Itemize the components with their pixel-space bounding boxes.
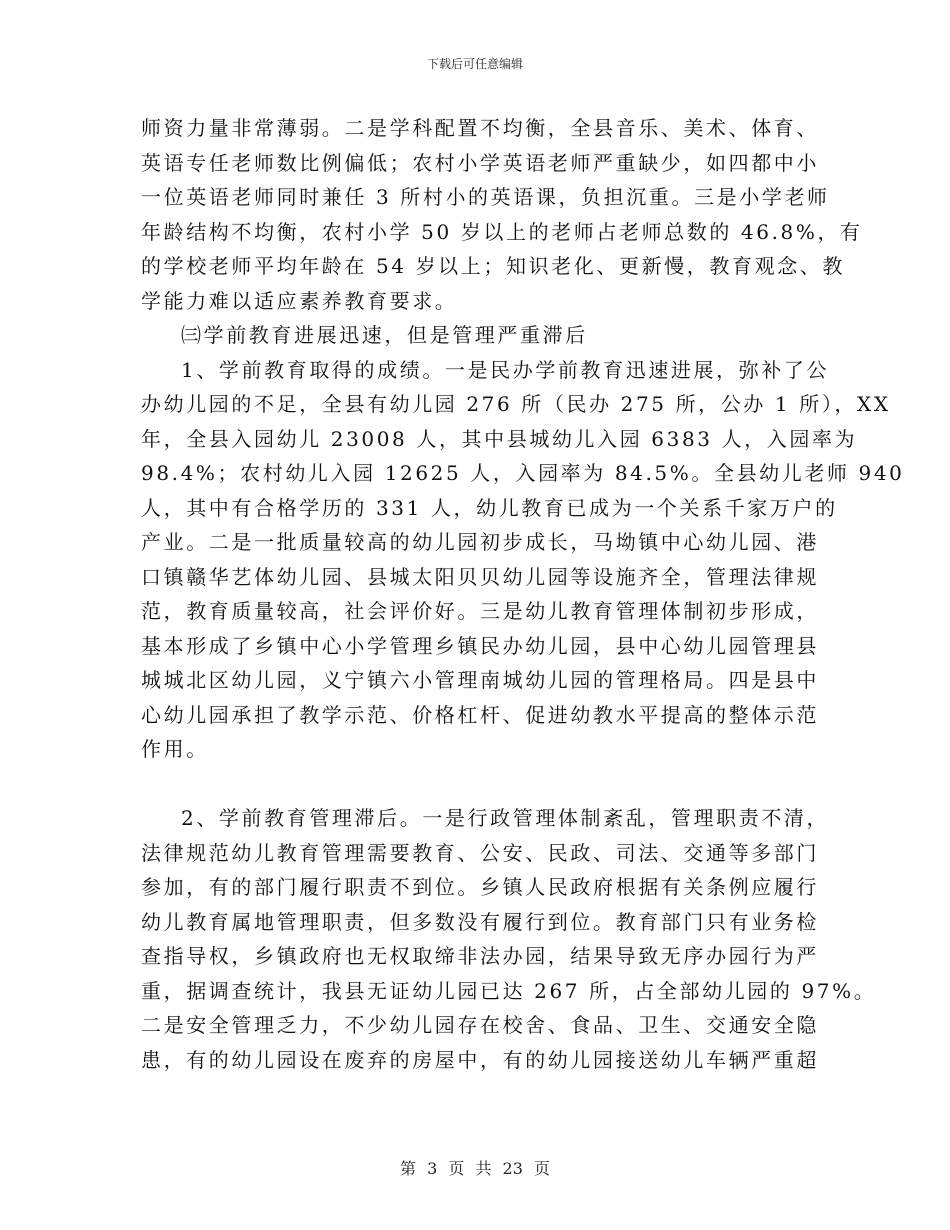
page-header: 下载后可任意编辑 bbox=[426, 57, 523, 71]
text-line: 师资力量非常薄弱。二是学科配置不均衡，全县音乐、美术、体育、 bbox=[141, 116, 819, 140]
text-line: 城城北区幼儿园，义宁镇六小管理南城幼儿园的管理格局。四是县中 bbox=[141, 668, 819, 692]
text-line: 英语专任老师数比例偏低；农村小学英语老师严重缺少，如四都中小 bbox=[141, 150, 819, 175]
text-line: 2、学前教育管理滞后。一是行政管理体制紊乱，管理职责不清， bbox=[181, 806, 830, 830]
text-line: 二是安全管理乏力，不少幼儿园存在校舍、食品、卫生、交通安全隐 bbox=[141, 1013, 819, 1037]
text-line: 口镇赣华艺体幼儿园、县城太阳贝贝幼儿园等设施齐全，管理法律规 bbox=[141, 564, 819, 589]
text-line: 参加，有的部门履行职责不到位。乡镇人民政府根据有关条例应履行 bbox=[141, 875, 819, 899]
text-line: 幼儿教育属地管理职责，但多数没有履行到位。教育部门只有业务检 bbox=[141, 909, 819, 934]
document-body bbox=[141, 111, 905, 1077]
text-line: 年龄结构不均衡，农村小学 50 岁以上的老师占老师总数的 46.8%，有 bbox=[141, 219, 863, 244]
text-line: 1、学前教育取得的成绩。一是民办学前教育迅速进展，弥补了公 bbox=[181, 357, 830, 382]
text-line: 人，其中有合格学历的 331 人，幼儿教育已成为一个关系千家万户的 bbox=[141, 495, 838, 520]
text-line: 办幼儿园的不足，全县有幼儿园 276 所（民办 275 所，公办 1 所），XX bbox=[141, 392, 891, 416]
text-line: 产业。二是一批质量较高的幼儿园初步成长，马坳镇中心幼儿园、港 bbox=[141, 530, 819, 554]
text-line: 年，全县入园幼儿 23008 人，其中县城幼儿入园 6383 人，入园率为 bbox=[141, 426, 858, 451]
text-line: 作用。 bbox=[141, 737, 209, 761]
page-number: 第 3 页 共 23 页 bbox=[400, 1159, 550, 1178]
text-line: 98.4%；农村幼儿入园 12625 人，入园率为 84.5%。全县幼儿老师 940 bbox=[141, 461, 905, 485]
text-line: 患，有的幼儿园设在废弃的房屋中，有的幼儿园接送幼儿车辆严重超 bbox=[141, 1047, 819, 1072]
text-line: 范，教育质量较高，社会评价好。三是幼儿教育管理体制初步形成， bbox=[141, 599, 819, 623]
text-line: 学能力难以适应素养教育要求。 bbox=[141, 288, 458, 313]
text-line: 的学校老师平均年龄在 54 岁以上；知识老化、更新慢，教育观念、教 bbox=[141, 254, 845, 278]
text-line: 基本形成了乡镇中心小学管理乡镇民办幼儿园，县中心幼儿园管理县 bbox=[141, 633, 819, 658]
text-line: 查指导权，乡镇政府也无权取缔非法办园，结果导致无序办园行为严 bbox=[141, 944, 819, 968]
text-line: 重，据调查统计，我县无证幼儿园已达 267 所，占全部幼儿园的 97%。 bbox=[141, 978, 877, 1003]
text-line bbox=[141, 767, 813, 802]
text-line: 心幼儿园承担了教学示范、价格杠杆、促进幼教水平提高的整体示范 bbox=[141, 702, 819, 727]
text-line: 法律规范幼儿教育管理需要教育、公安、民政、司法、交通等多部门 bbox=[141, 840, 819, 865]
text-line: 一位英语老师同时兼任 3 所村小的英语课，负担沉重。三是小学老师 bbox=[141, 185, 830, 209]
text-line: ㈢学前教育进展迅速，但是管理严重滞后 bbox=[181, 323, 588, 347]
